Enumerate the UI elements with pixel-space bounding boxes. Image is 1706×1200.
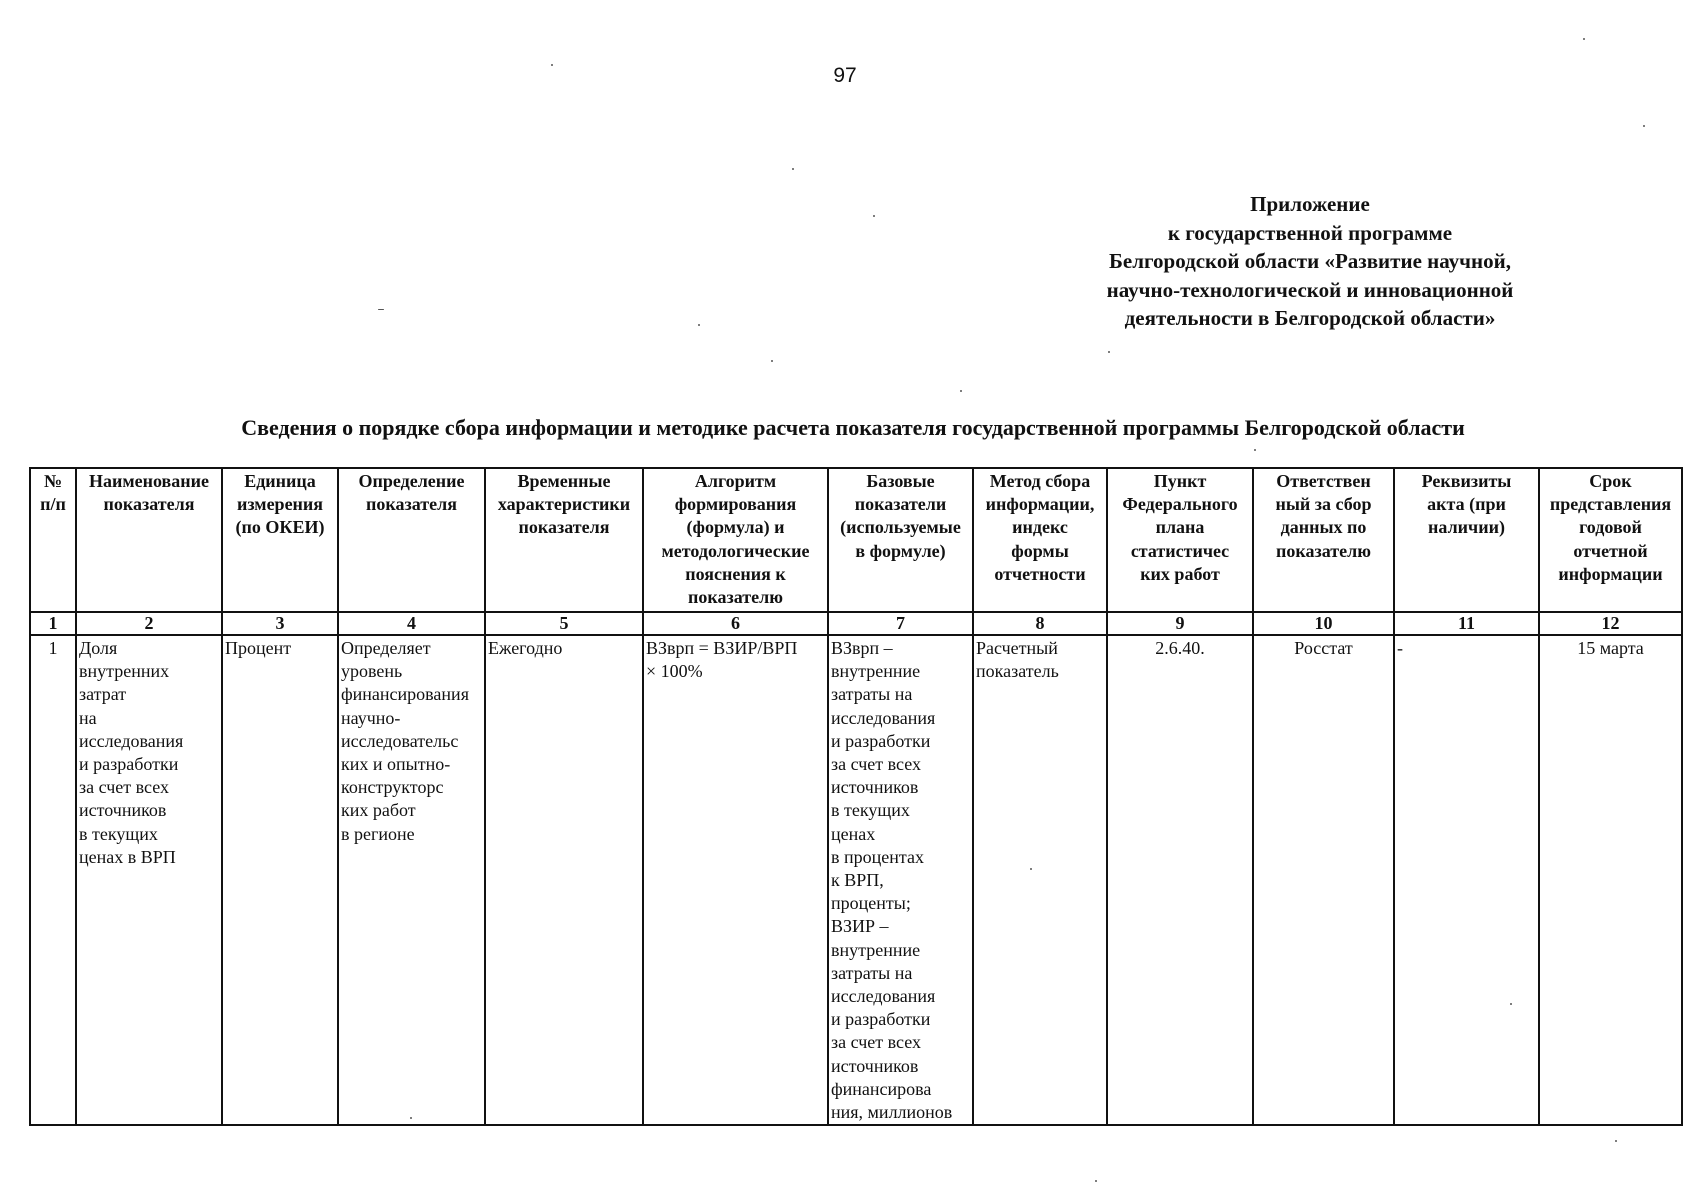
column-header-10: [1253, 468, 1394, 612]
cell-line: источников: [79, 800, 167, 821]
table-body: [30, 635, 1682, 1125]
cell-line: Определяет: [341, 638, 431, 658]
table-cell-col-4: [338, 635, 485, 1125]
column-header-7: [828, 468, 973, 612]
cell-line: проценты;: [831, 893, 911, 914]
cell-line: ценах в ВРП: [79, 846, 176, 867]
header-line: Срок: [1589, 471, 1632, 491]
cell-line: Расчетный: [976, 638, 1058, 658]
appendix-line: Приложение: [1250, 192, 1370, 216]
cell-line: на: [79, 707, 97, 728]
cell-line: Росстат: [1294, 638, 1353, 658]
column-number-2: 2: [76, 612, 222, 635]
column-number-10: 10: [1253, 612, 1394, 635]
cell-line: Ежегодно: [488, 638, 563, 658]
table-cell-col-5: [485, 635, 643, 1125]
cell-line: Процент: [225, 638, 292, 658]
column-number-row: [30, 612, 1682, 635]
cell-line: источников: [831, 777, 919, 798]
header-line: показатели: [854, 494, 947, 515]
header-line: Единица: [244, 471, 316, 491]
cell-line: 15 марта: [1577, 638, 1644, 658]
header-line: методологические: [661, 540, 810, 561]
header-line: Базовые: [866, 471, 935, 491]
column-header-8: [973, 468, 1107, 612]
column-number-11: 11: [1394, 612, 1539, 635]
appendix-line: к государственной программе: [1167, 220, 1453, 245]
header-line: в формуле): [855, 540, 946, 561]
cell-line: ВЗврп = ВЗИР/ВРП: [646, 638, 798, 658]
header-line: представления: [1549, 494, 1672, 515]
header-line: формы: [1011, 540, 1069, 561]
table-cell-col-6: [643, 635, 828, 1125]
cell-line: затраты на: [831, 684, 913, 705]
column-number-5: 5: [485, 612, 643, 635]
appendix-line: Белгородской области «Развитие научной,: [1109, 249, 1511, 273]
cell-line: уровень: [341, 661, 403, 682]
column-header-4: [338, 468, 485, 612]
cell-line: ВЗврп –: [831, 638, 893, 658]
header-line: измерения: [236, 494, 324, 515]
indicator-table: [29, 467, 1683, 1126]
column-number-3: 3: [222, 612, 338, 635]
column-header-12: [1539, 468, 1682, 612]
header-line: плана: [1155, 517, 1205, 538]
cell-line: в процентах: [831, 846, 924, 867]
cell-line: в текущих: [831, 800, 910, 821]
column-number-7: 7: [828, 612, 973, 635]
table-cell-col-7: [828, 635, 973, 1125]
table-cell-col-2: [76, 635, 222, 1125]
header-line: пояснения к: [685, 563, 786, 584]
header-line: наличии): [1428, 517, 1505, 538]
cell-line: исследования: [831, 707, 936, 728]
header-row: [30, 468, 1682, 612]
header-line: статистичес: [1130, 540, 1230, 561]
table-cell-col-11: [1394, 635, 1539, 1125]
header-line: Ответствен: [1276, 471, 1371, 491]
column-header-2: [76, 468, 222, 612]
cell-line: затраты на: [831, 962, 913, 983]
header-line: Федерального: [1122, 494, 1238, 515]
header-line: годовой: [1579, 517, 1642, 538]
cell-line: финансирования: [341, 684, 469, 705]
page-number: 97: [833, 64, 857, 87]
header-line: акта (при: [1427, 494, 1506, 515]
header-line: показателя: [103, 494, 195, 515]
cell-line: и разработки: [79, 754, 179, 775]
header-line: п/п: [40, 494, 66, 515]
header-line: Метод сбора: [989, 471, 1091, 491]
cell-line: 2.6.40.: [1155, 638, 1205, 658]
header-line: (используемые: [840, 517, 961, 538]
table-cell-col-3: [222, 635, 338, 1125]
cell-line: исследования: [79, 730, 184, 751]
header-line: (по ОКЕИ): [235, 517, 325, 538]
header-line: Алгоритм: [694, 471, 777, 491]
appendix-line: деятельности в Белгородской области»: [1124, 306, 1496, 330]
header-line: Пункт: [1153, 471, 1207, 491]
table-cell-col-9: [1107, 635, 1253, 1125]
cell-line: затрат: [79, 684, 127, 705]
header-line: №: [43, 471, 63, 491]
column-number-12: 12: [1539, 612, 1682, 635]
column-header-9: [1107, 468, 1253, 612]
header-line: (формула) и: [686, 517, 785, 538]
column-number-1: 1: [30, 612, 76, 635]
header-line: информации,: [985, 494, 1095, 515]
header-line: данных по: [1280, 517, 1367, 538]
column-header-1: [30, 468, 76, 612]
cell-line: ценах: [831, 823, 876, 844]
cell-line: внутренние: [831, 661, 921, 682]
cell-line: показатель: [976, 661, 1059, 682]
cell-line: источников: [831, 1055, 919, 1076]
column-header-3: [222, 468, 338, 612]
header-line: отчетной: [1573, 540, 1648, 561]
table-cell-col-10: [1253, 635, 1394, 1125]
column-header-11: [1394, 468, 1539, 612]
cell-line: за счет всех: [831, 754, 921, 775]
cell-line: финансирова: [831, 1078, 932, 1099]
appendix-block: [1040, 190, 1580, 333]
cell-line: ВЗИР –: [831, 916, 889, 937]
cell-line: конструкторс: [341, 777, 444, 798]
cell-line: к ВРП,: [831, 870, 884, 891]
table-cell-col-12: [1539, 635, 1682, 1125]
cell-line: за счет всех: [79, 777, 169, 798]
column-header-5: [485, 468, 643, 612]
cell-line: ких и опытно-: [341, 754, 451, 775]
column-number-6: 6: [643, 612, 828, 635]
header-line: индекс: [1012, 517, 1068, 538]
header-line: ких работ: [1140, 563, 1220, 584]
header-line: формирования: [674, 494, 797, 515]
header-line: Наименование: [89, 471, 209, 491]
cell-line: научно-: [341, 707, 401, 728]
cell-line: 1: [48, 638, 58, 658]
table-row: [30, 635, 1682, 1125]
cell-line: × 100%: [646, 661, 703, 682]
header-line: показателю: [1276, 540, 1371, 561]
header-line: информации: [1558, 563, 1663, 584]
header-line: отчетности: [994, 563, 1086, 584]
cell-line: Доля: [79, 638, 118, 658]
cell-line: ния, миллионов: [831, 1102, 953, 1123]
column-number-9: 9: [1107, 612, 1253, 635]
header-line: Реквизиты: [1421, 471, 1512, 491]
cell-line: -: [1397, 638, 1403, 658]
cell-line: внутренних: [79, 661, 170, 682]
cell-line: исследовательс: [341, 730, 459, 751]
header-line: ный за сбор: [1275, 494, 1372, 515]
cell-line: ких работ: [341, 800, 416, 821]
header-line: показателю: [688, 587, 783, 608]
cell-line: за счет всех: [831, 1032, 921, 1053]
column-header-6: [643, 468, 828, 612]
header-line: Временные: [517, 471, 611, 491]
cell-line: в регионе: [341, 823, 415, 844]
table-cell-col-1: [30, 635, 76, 1125]
column-number-4: 4: [338, 612, 485, 635]
cell-line: и разработки: [831, 1009, 931, 1030]
table-cell-col-8: [973, 635, 1107, 1125]
cell-line: и разработки: [831, 730, 931, 751]
header-line: Определение: [358, 471, 465, 491]
document-title: Сведения о порядке сбора информации и методике расчета показателя государственной программы Белгородской области: [241, 415, 1465, 440]
cell-line: в текущих: [79, 823, 158, 844]
cell-line: внутренние: [831, 939, 921, 960]
appendix-line: научно-технологической и инновационной: [1106, 277, 1514, 302]
cell-line: исследования: [831, 986, 936, 1007]
header-line: показателя: [366, 494, 457, 515]
column-number-8: 8: [973, 612, 1107, 635]
header-line: показателя: [518, 517, 610, 538]
header-line: характеристики: [497, 494, 631, 515]
